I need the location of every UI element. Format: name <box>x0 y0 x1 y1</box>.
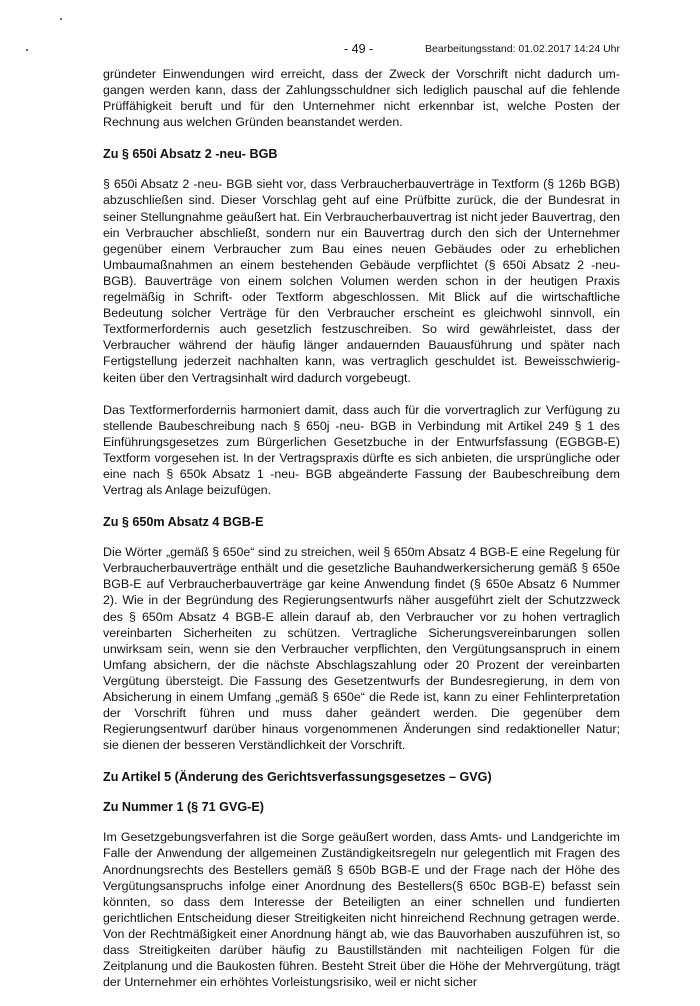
paragraph: Die Wörter „gemäß § 650e“ sind zu streichen, weil § 650m Absatz 4 BGB-E eine Regelung für Verbraucherbauverträge enthält und die gesetzliche Bauhandwerkersicherung gemäß § 650e BGB-E auf Verbraucherbauverträge gar keine Anwendung findet (§ 650e Absatz 6 Nummer 2). Wie in der Begründung des Regierungsentwurfs näher ausgeführt zielt der Schutzzweck des § 650m Absatz 4 BGB-E allein darauf ab, den Verbraucher vor zu hohen vertraglich vereinbarten Sicherheiten zu schützen. Vertragliche Sicherungsvereinbarungen sollen unwirksam sein, wenn sie den Verbraucher verpflichten, den Vergütungsanspruch in einem Umfang absichern, der die nächste Abschlagszahlung oder 20 Prozent der vereinbarten Vergütung übersteigt. Die Fassung des Gesetzentwurfs der Bundesregierung, in dem von Absicherung in einem Umfang „gemäß § 650e“ die Rede ist, kann zu einer Fehlinterpretation der Vorschrift führen und muss daher geändert werden. Die gegenüber dem Regierungsentwurf darüber hinaus vorgenommenen Änderungen sind redaktioneller Natur; sie dienen der besseren Verständlichkeit der Vorschrift. <box>103 545 620 753</box>
section-heading: Zu Artikel 5 (Änderung des Gerichtsverfassungsgesetzes – GVG) <box>103 770 492 785</box>
paragraph: Das Textformerfordernis harmoniert damit, dass auch für die vorvertraglich zur Verfügung zu stellende Baubeschreibung nach § 650j -neu- BGB in Verbindung mit Artikel 249 § 1 des Einführungsgesetzes zum Bürgerlichen Gesetzbuche in der Entwurfsfassung (EGBGB-E) Textform vorgesehen ist. In der Vertragspraxis dürfte es sich anbieten, die ursprüngliche oder eine nach § 650k Absatz 1 -neu- BGB abgeänderte Fassung der Baubeschreibung dem Vertrag als Anlage beizufügen. <box>103 402 620 498</box>
page-content <box>103 66 620 1006</box>
page-number: - 49 - <box>344 42 374 56</box>
scan-speck <box>60 18 62 20</box>
paragraph: Im Gesetzgebungsverfahren ist die Sorge geäußert worden, dass Amts- und Landgerichte im Falle der Anwendung der allgemeinen Zuständigkeitsregeln nur gelegentlich mit Fragen des Anordnungsrechts des Bestellers gemäß § 650b BGB-E und der Frage nach der Höhe des Vergütungsanspruchs infolge einer Anordnung des Bestellers(§ 650c BGB-E) befasst sein könnten, so dass dem Interesse der Beteiligten an einer schnellen und fundierten gerichtlichen Entscheidung dieser Streitigkeiten nicht hinreichend Rechnung getragen werde. Von der Rechtmäßigkeit einer Anordnung hängt ab, wie das Bauvorhaben auszuführen ist, so dass Streitigkeiten darüber häufig zu Baustillständen mit nachteiligen Folgen für die Zeitplanung und die Baukosten führen. Besteht Streit über die Höhe der Mehrvergütung, trägt der Unternehmer ein erhöhtes Vorleistungsrisiko, weil er nicht sicher <box>103 830 620 990</box>
paragraph: gründeter Einwendungen wird erreicht, dass der Zweck der Vorschrift nicht dadurch umgangen werden kann, dass der Zahlungsschuldner sich lediglich pauschal auf die fehlende Prüffähigkeit beruft und für den Unternehmer nicht erkennbar ist, welche Posten der Rechnung aus welchen Gründen beanstandet werden. <box>103 67 620 130</box>
scan-speck <box>26 49 28 51</box>
paragraph: § 650i Absatz 2 -neu- BGB sieht vor, dass Verbraucherbauverträge in Textform (§ 126b BGB) abzuschließen sind. Dieser Vorschlag geht auf eine Prüfbitte zurück, die der Bundesrat in seiner Stellungnahme geäußert hat. Ein Verbraucherbauvertrag ist nicht jeder Bauvertrag, den ein Verbraucher abschließt, sondern nur ein Bauvertrag durch den sich der Unternehmer gegenüber einem Verbraucher zum Bau eines neuen Gebäudes oder zu erheblichen Umbaumaßnahmen an einem bestehenden Gebäude verpflichtet (§ 650i Absatz 2 -neu- BGB). Bauverträge von einem solchen Volumen werden schon in der heutigen Praxis regelmäßig in Schrift- oder Textform abgeschlossen. Mit Blick auf die wirtschaftliche Bedeutung solcher Verträge für den Verbraucher erscheint es gleichwohl sinnvoll, ein Textformerfordernis auch gesetzlich festzuschreiben. So wird gewährleistet, dass der Verbraucher während der häufig länger andauernden Bauausführung und später nach Fertigstellung jederzeit nachhalten kann, was vertraglich geschuldet ist. Beweisschwierigkeiten über den Vertragsinhalt wird dadurch vorgebeugt. <box>103 177 620 385</box>
section-heading: Zu Nummer 1 (§ 71 GVG-E) <box>103 800 264 815</box>
page-header <box>96 42 620 58</box>
section-heading: Zu § 650i Absatz 2 -neu- BGB <box>103 147 278 162</box>
edit-status: Bearbeitungsstand: 01.02.2017 14:24 Uhr <box>425 43 620 55</box>
section-heading: Zu § 650m Absatz 4 BGB-E <box>103 515 264 530</box>
